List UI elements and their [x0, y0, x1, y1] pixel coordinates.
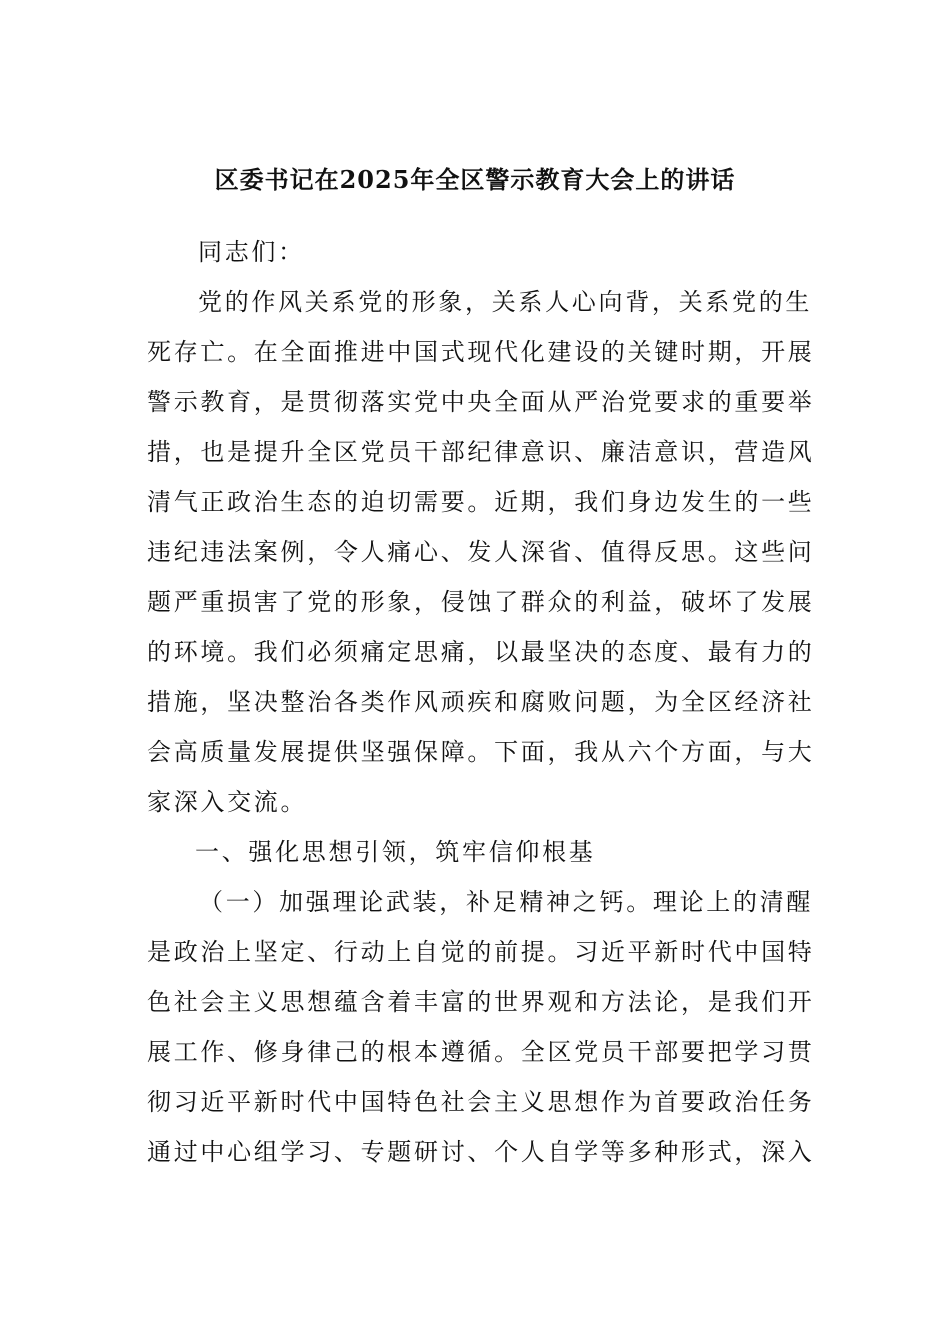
paragraph-line: 会高质量发展提供坚强保障。下面，我从六个方面，与大 [147, 738, 815, 766]
subsection-line: 彻习近平新时代中国特色社会主义思想作为首要政治任务 [147, 1088, 815, 1116]
subsection-line: （一）加强理论武装，补足精神之钙。理论上的清醒 [199, 888, 814, 916]
subsection-line: 是政治上坚定、行动上自觉的前提。习近平新时代中国特 [147, 938, 815, 966]
paragraph-line: 违纪违法案例，令人痛心、发人深省、值得反思。这些问 [147, 538, 815, 566]
paragraph-line: 题严重损害了党的形象，侵蚀了群众的利益，破坏了发展 [147, 588, 815, 616]
section-heading: 一、强化思想引领，筑牢信仰根基 [195, 838, 596, 866]
paragraph-line: 党的作风关系党的形象，关系人心向背，关系党的生 [198, 288, 813, 316]
paragraph-line: 死存亡。在全面推进中国式现代化建设的关键时期，开展 [147, 338, 815, 366]
paragraph-line: 措施，坚决整治各类作风顽疾和腐败问题，为全区经济社 [147, 688, 815, 716]
document-body [147, 227, 815, 1177]
paragraph-line: 措，也是提升全区党员干部纪律意识、廉洁意识，营造风 [147, 438, 815, 466]
subsection-line: 展工作、修身律己的根本遵循。全区党员干部要把学习贯 [147, 1038, 815, 1066]
paragraph-line: 的环境。我们必须痛定思痛，以最坚决的态度、最有力的 [147, 638, 815, 666]
paragraph-line: 清气正政治生态的迫切需要。近期，我们身边发生的一些 [147, 488, 815, 516]
subsection-line: 色社会主义思想蕴含着丰富的世界观和方法论，是我们开 [147, 988, 815, 1016]
paragraph-line: 警示教育，是贯彻落实党中央全面从严治党要求的重要举 [147, 388, 815, 416]
salutation: 同志们： [198, 238, 305, 266]
document-title: 区委书记在2025年全区警示教育大会上的讲话 [214, 165, 736, 194]
subsection-line: 通过中心组学习、专题研讨、个人自学等多种形式，深入 [147, 1138, 815, 1166]
paragraph-line: 家深入交流。 [147, 788, 308, 816]
